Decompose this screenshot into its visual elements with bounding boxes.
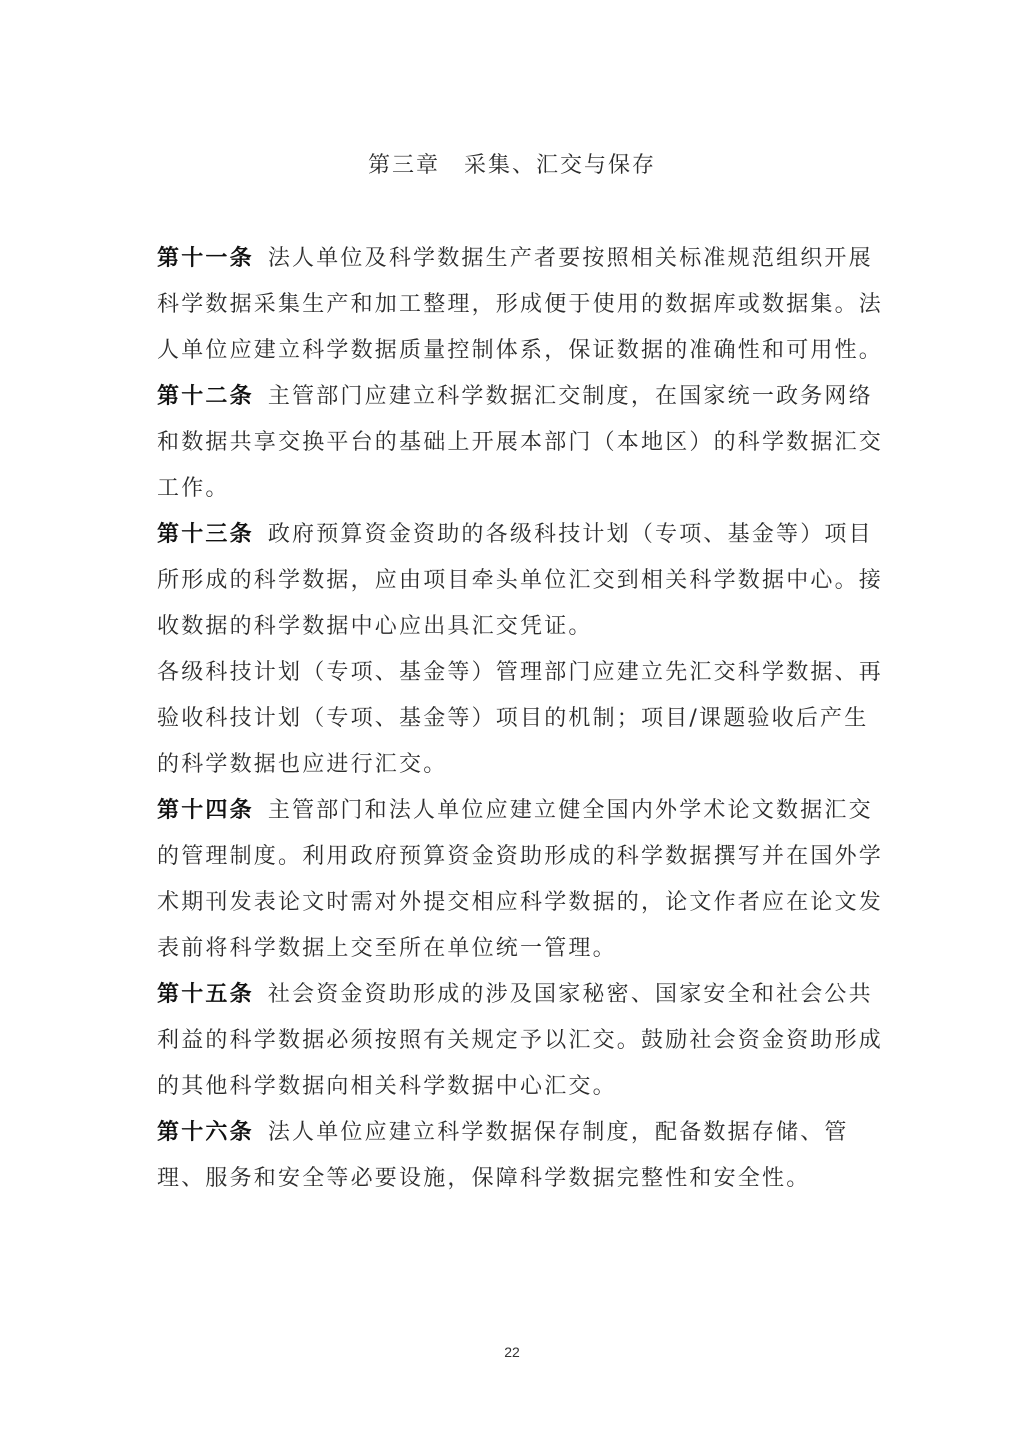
article-text: 社会资金资助形成的涉及国家秘密、国家安全和社会公共利益的科学数据必须按照有关规定予以汇交。鼓励社会资金资助形成的其他科学数据向相关科学数据中心汇交。 <box>157 982 884 1099</box>
article-text: 政府预算资金资助的各级科技计划（专项、基金等）项目所形成的科学数据，应由项目牵头单位汇交到相关科学数据中心。接收数据的科学数据中心应出具汇交凭证。 <box>157 522 884 639</box>
article-label: 第十四条 <box>157 798 254 823</box>
article-paragraph <box>157 788 887 972</box>
article-paragraph <box>157 236 887 374</box>
article-list <box>157 236 887 1202</box>
article-paragraph <box>157 374 887 512</box>
article-text: 主管部门应建立科学数据汇交制度，在国家统一政务网络和数据共享交换平台的基础上开展本部门（本地区）的科学数据汇交工作。 <box>157 384 884 501</box>
article-text: 主管部门和法人单位应建立健全国内外学术论文数据汇交的管理制度。利用政府预算资金资助形成的科学数据撰写并在国外学术期刊发表论文时需对外提交相应科学数据的，论文作者应在论文发表前将科学数据上交至所在单位统一管理。 <box>157 798 884 961</box>
article-label: 第十一条 <box>157 246 254 271</box>
article-paragraph <box>157 1110 887 1202</box>
article-paragraph <box>157 972 887 1110</box>
article-label: 第十三条 <box>157 522 254 547</box>
article-paragraph <box>157 650 887 788</box>
article-label: 第十五条 <box>157 982 254 1007</box>
chapter-title: 第三章 采集、汇交与保存 <box>367 153 656 178</box>
article-text: 法人单位及科学数据生产者要按照相关标准规范组织开展科学数据采集生产和加工整理，形成便于使用的数据库或数据集。法人单位应建立科学数据质量控制体系，保证数据的准确性和可用性。 <box>157 246 884 363</box>
article-label: 第十六条 <box>157 1120 254 1145</box>
article-text: 各级科技计划（专项、基金等）管理部门应建立先汇交科学数据、再验收科技计划（专项、基金等）项目的机制；项目/课题验收后产生的科学数据也应进行汇交。 <box>157 660 884 777</box>
article-label: 第十二条 <box>157 384 254 409</box>
page-number: 22 <box>504 1344 520 1360</box>
article-paragraph <box>157 512 887 650</box>
article-text: 法人单位应建立科学数据保存制度，配备数据存储、管理、服务和安全等必要设施，保障科学数据完整性和安全性。 <box>157 1120 849 1191</box>
